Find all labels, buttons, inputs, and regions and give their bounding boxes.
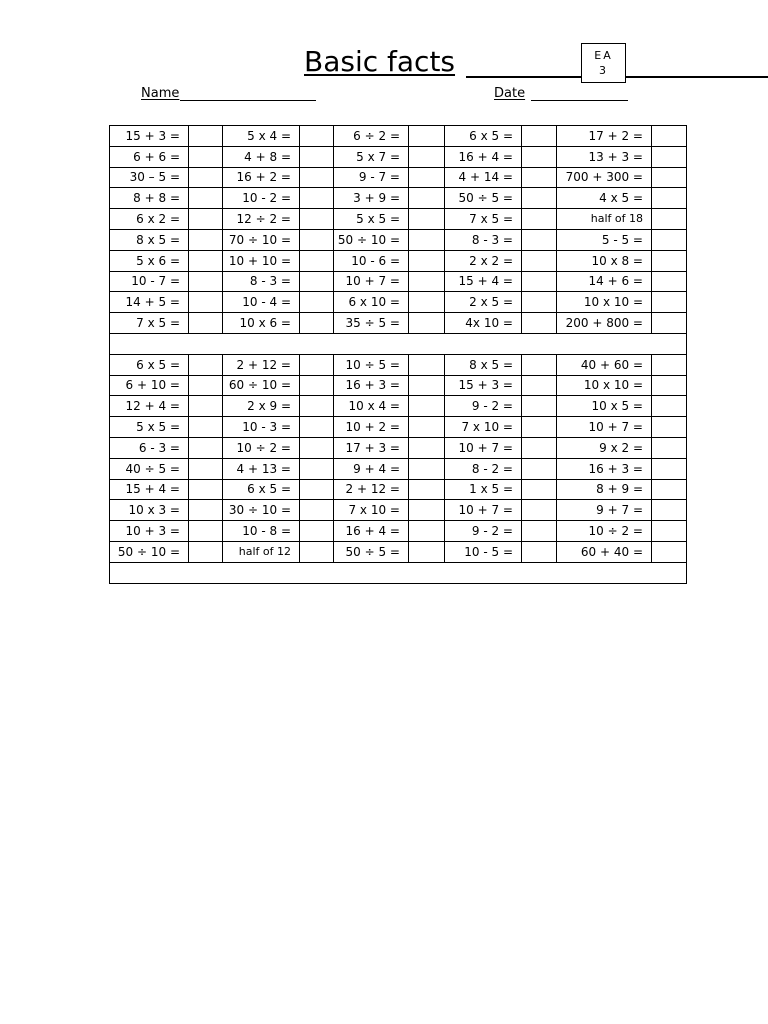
fact-question: 7 x 5 =: [110, 313, 189, 334]
answer-cell[interactable]: [300, 167, 334, 188]
fact-question: 6 - 3 =: [110, 437, 189, 458]
answer-cell[interactable]: [652, 521, 687, 542]
answer-cell[interactable]: [652, 126, 687, 147]
answer-cell[interactable]: [652, 396, 687, 417]
fact-row: [110, 292, 687, 313]
fact-question: 8 x 5 =: [445, 354, 522, 375]
fact-question: 10 - 5 =: [445, 541, 522, 562]
fact-question: 10 + 2 =: [334, 417, 409, 438]
answer-cell[interactable]: [522, 126, 557, 147]
answer-cell[interactable]: [189, 354, 223, 375]
answer-cell[interactable]: [652, 479, 687, 500]
answer-cell[interactable]: [652, 354, 687, 375]
facts-set-2: [110, 354, 687, 562]
fact-question: 10 x 3 =: [110, 500, 189, 521]
answer-cell[interactable]: [409, 146, 445, 167]
answer-cell[interactable]: [300, 126, 334, 147]
answer-cell[interactable]: [522, 500, 557, 521]
fact-question: 2 x 9 =: [223, 396, 300, 417]
answer-cell[interactable]: [300, 271, 334, 292]
fact-question: 10 + 7 =: [445, 500, 522, 521]
answer-cell[interactable]: [652, 375, 687, 396]
answer-cell[interactable]: [409, 396, 445, 417]
answer-cell[interactable]: [409, 271, 445, 292]
answer-cell[interactable]: [189, 250, 223, 271]
answer-cell[interactable]: [522, 354, 557, 375]
fact-question: half of 18: [557, 209, 652, 230]
fact-question: 50 ÷ 10 =: [110, 541, 189, 562]
fact-row: [110, 271, 687, 292]
fact-question: 4 + 13 =: [223, 458, 300, 479]
answer-cell[interactable]: [409, 500, 445, 521]
fact-question: 9 + 4 =: [334, 458, 409, 479]
fact-question: 50 ÷ 5 =: [445, 188, 522, 209]
fact-question: 10 + 10 =: [223, 250, 300, 271]
fact-row: [110, 396, 687, 417]
fact-question: 16 + 2 =: [223, 167, 300, 188]
fact-question: 10 x 10 =: [557, 375, 652, 396]
fact-question: 10 x 10 =: [557, 292, 652, 313]
spacer-row: [110, 562, 687, 583]
fact-question: 9 - 7 =: [334, 167, 409, 188]
fact-question: 10 - 2 =: [223, 188, 300, 209]
fact-row: [110, 437, 687, 458]
fact-question: 6 + 10 =: [110, 375, 189, 396]
answer-cell[interactable]: [409, 229, 445, 250]
answer-cell[interactable]: [652, 292, 687, 313]
set-spacer: [110, 333, 687, 354]
fact-row: [110, 500, 687, 521]
answer-cell[interactable]: [522, 250, 557, 271]
fact-row: [110, 250, 687, 271]
spacer-cell: [110, 562, 687, 583]
answer-cell[interactable]: [522, 229, 557, 250]
worksheet-code-line: 3: [599, 64, 608, 77]
fact-question: 14 + 6 =: [557, 271, 652, 292]
answer-cell[interactable]: [189, 521, 223, 542]
fact-question: 8 - 3 =: [445, 229, 522, 250]
fact-question: 10 ÷ 2 =: [223, 437, 300, 458]
answer-cell[interactable]: [189, 271, 223, 292]
answer-cell[interactable]: [409, 521, 445, 542]
worksheet-code-line: EA: [594, 49, 613, 62]
fact-question: 10 x 6 =: [223, 313, 300, 334]
answer-cell[interactable]: [522, 396, 557, 417]
fact-question: 40 ÷ 5 =: [110, 458, 189, 479]
name-line[interactable]: [180, 100, 316, 101]
fact-question: 10 - 8 =: [223, 521, 300, 542]
answer-cell[interactable]: [409, 209, 445, 230]
fact-question: 16 + 4 =: [445, 146, 522, 167]
answer-cell[interactable]: [189, 167, 223, 188]
fact-row: [110, 521, 687, 542]
fact-question: 1 x 5 =: [445, 479, 522, 500]
fact-question: 15 + 4 =: [110, 479, 189, 500]
answer-cell[interactable]: [522, 188, 557, 209]
answer-cell[interactable]: [300, 479, 334, 500]
answer-cell[interactable]: [189, 209, 223, 230]
fact-question: 4 + 14 =: [445, 167, 522, 188]
answer-cell[interactable]: [300, 146, 334, 167]
fact-question: 16 + 3 =: [557, 458, 652, 479]
fact-question: 10 x 5 =: [557, 396, 652, 417]
fact-question: 2 x 5 =: [445, 292, 522, 313]
answer-cell[interactable]: [300, 354, 334, 375]
answer-cell[interactable]: [409, 417, 445, 438]
fact-row: [110, 126, 687, 147]
answer-cell[interactable]: [300, 313, 334, 334]
fact-question: 40 + 60 =: [557, 354, 652, 375]
answer-cell[interactable]: [409, 354, 445, 375]
answer-cell[interactable]: [409, 250, 445, 271]
fact-question: 15 + 3 =: [445, 375, 522, 396]
fact-question: 10 + 7 =: [334, 271, 409, 292]
spacer-row: [110, 333, 687, 354]
fact-question: 6 x 2 =: [110, 209, 189, 230]
fact-question: 7 x 10 =: [334, 500, 409, 521]
fact-question: 6 x 5 =: [223, 479, 300, 500]
fact-question: 2 + 12 =: [223, 354, 300, 375]
facts-table: [109, 125, 687, 584]
answer-cell[interactable]: [522, 437, 557, 458]
fact-question: 14 + 5 =: [110, 292, 189, 313]
answer-cell[interactable]: [189, 500, 223, 521]
answer-cell[interactable]: [652, 271, 687, 292]
answer-cell[interactable]: [409, 479, 445, 500]
fact-row: [110, 188, 687, 209]
answer-cell[interactable]: [189, 437, 223, 458]
answer-cell[interactable]: [300, 229, 334, 250]
fact-row: [110, 146, 687, 167]
fact-question: 5 - 5 =: [557, 229, 652, 250]
fact-row: [110, 354, 687, 375]
answer-cell[interactable]: [300, 500, 334, 521]
answer-cell[interactable]: [522, 292, 557, 313]
table-footer: [110, 562, 687, 583]
fact-question: 9 + 7 =: [557, 500, 652, 521]
fact-question: 60 + 40 =: [557, 541, 652, 562]
answer-cell[interactable]: [652, 250, 687, 271]
answer-cell[interactable]: [522, 167, 557, 188]
answer-cell[interactable]: [189, 313, 223, 334]
fact-question: 50 ÷ 5 =: [334, 541, 409, 562]
fact-question: 50 ÷ 10 =: [334, 229, 409, 250]
answer-cell[interactable]: [300, 417, 334, 438]
answer-cell[interactable]: [300, 250, 334, 271]
answer-cell[interactable]: [652, 146, 687, 167]
answer-cell[interactable]: [189, 229, 223, 250]
fact-question: 5 x 6 =: [110, 250, 189, 271]
fact-question: 12 + 4 =: [110, 396, 189, 417]
name-label: Name: [141, 86, 180, 101]
answer-cell[interactable]: [652, 188, 687, 209]
answer-cell[interactable]: [300, 188, 334, 209]
answer-cell[interactable]: [652, 167, 687, 188]
fact-question: 10 x 8 =: [557, 250, 652, 271]
answer-cell[interactable]: [522, 417, 557, 438]
answer-cell[interactable]: [189, 292, 223, 313]
answer-cell[interactable]: [300, 375, 334, 396]
fact-question: 2 x 2 =: [445, 250, 522, 271]
fact-question: 9 x 2 =: [557, 437, 652, 458]
answer-cell[interactable]: [522, 479, 557, 500]
answer-cell[interactable]: [189, 458, 223, 479]
fact-question: 8 + 9 =: [557, 479, 652, 500]
answer-cell[interactable]: [409, 375, 445, 396]
fact-question: 10 + 7 =: [445, 437, 522, 458]
answer-cell[interactable]: [409, 292, 445, 313]
fact-question: 5 x 4 =: [223, 126, 300, 147]
answer-cell[interactable]: [189, 146, 223, 167]
answer-cell[interactable]: [189, 479, 223, 500]
answer-cell[interactable]: [189, 417, 223, 438]
fact-row: [110, 167, 687, 188]
fact-question: 70 ÷ 10 =: [223, 229, 300, 250]
fact-question: 8 + 8 =: [110, 188, 189, 209]
fact-question: 200 + 800 =: [557, 313, 652, 334]
fact-question: 5 x 5 =: [110, 417, 189, 438]
answer-cell[interactable]: [189, 126, 223, 147]
answer-cell[interactable]: [522, 271, 557, 292]
fact-question: 8 - 3 =: [223, 271, 300, 292]
answer-cell[interactable]: [300, 396, 334, 417]
fact-question: 5 x 7 =: [334, 146, 409, 167]
fact-question: 8 - 2 =: [445, 458, 522, 479]
fact-question: 9 - 2 =: [445, 521, 522, 542]
fact-question: 30 ÷ 10 =: [223, 500, 300, 521]
worksheet-title: Basic facts: [304, 45, 456, 78]
answer-cell[interactable]: [189, 396, 223, 417]
fact-row: [110, 375, 687, 396]
fact-question: 16 + 4 =: [334, 521, 409, 542]
fact-question: 10 - 6 =: [334, 250, 409, 271]
fact-question: 17 + 3 =: [334, 437, 409, 458]
worksheet-code-box: [581, 43, 626, 83]
fact-question: 6 x 5 =: [110, 354, 189, 375]
answer-cell[interactable]: [409, 167, 445, 188]
fact-question: 10 - 4 =: [223, 292, 300, 313]
fact-question: 13 + 3 =: [557, 146, 652, 167]
answer-cell[interactable]: [189, 375, 223, 396]
answer-cell[interactable]: [522, 209, 557, 230]
fact-question: 2 + 12 =: [334, 479, 409, 500]
fact-question: 6 ÷ 2 =: [334, 126, 409, 147]
answer-cell[interactable]: [652, 458, 687, 479]
fact-question: 10 - 3 =: [223, 417, 300, 438]
fact-question: 12 ÷ 2 =: [223, 209, 300, 230]
facts-set-1: [110, 126, 687, 334]
fact-question: 3 + 9 =: [334, 188, 409, 209]
answer-cell[interactable]: [522, 146, 557, 167]
fact-question: 4 + 8 =: [223, 146, 300, 167]
answer-cell[interactable]: [652, 229, 687, 250]
answer-cell[interactable]: [652, 541, 687, 562]
spacer-cell: [110, 333, 687, 354]
answer-cell[interactable]: [300, 437, 334, 458]
answer-cell[interactable]: [409, 541, 445, 562]
answer-cell[interactable]: [652, 313, 687, 334]
answer-cell[interactable]: [300, 458, 334, 479]
fact-question: 6 + 6 =: [110, 146, 189, 167]
answer-cell[interactable]: [300, 292, 334, 313]
answer-cell[interactable]: [300, 209, 334, 230]
answer-cell[interactable]: [189, 541, 223, 562]
fact-question: 6 x 5 =: [445, 126, 522, 147]
answer-cell[interactable]: [652, 500, 687, 521]
answer-cell[interactable]: [409, 188, 445, 209]
answer-cell[interactable]: [652, 209, 687, 230]
fact-question: 16 + 3 =: [334, 375, 409, 396]
fact-row: [110, 458, 687, 479]
answer-cell[interactable]: [300, 521, 334, 542]
fact-question: 10 ÷ 2 =: [557, 521, 652, 542]
answer-cell[interactable]: [189, 188, 223, 209]
fact-question: 6 x 10 =: [334, 292, 409, 313]
fact-row: [110, 479, 687, 500]
answer-cell[interactable]: [522, 375, 557, 396]
date-line[interactable]: [531, 100, 628, 101]
fact-question: 10 x 4 =: [334, 396, 409, 417]
fact-question: 15 + 4 =: [445, 271, 522, 292]
fact-row: [110, 541, 687, 562]
answer-cell[interactable]: [522, 541, 557, 562]
fact-question: 10 + 7 =: [557, 417, 652, 438]
answer-cell[interactable]: [409, 437, 445, 458]
fact-question: 10 + 3 =: [110, 521, 189, 542]
fact-question: 30 – 5 =: [110, 167, 189, 188]
answer-cell[interactable]: [652, 437, 687, 458]
fact-question: 17 + 2 =: [557, 126, 652, 147]
fact-row: [110, 417, 687, 438]
fact-question: 700 + 300 =: [557, 167, 652, 188]
fact-question: 9 - 2 =: [445, 396, 522, 417]
fact-question: 7 x 10 =: [445, 417, 522, 438]
fact-question: half of 12: [223, 541, 300, 562]
fact-row: [110, 229, 687, 250]
fact-question: 10 - 7 =: [110, 271, 189, 292]
answer-cell[interactable]: [522, 521, 557, 542]
date-label: Date: [494, 86, 526, 101]
fact-question: 7 x 5 =: [445, 209, 522, 230]
fact-question: 35 ÷ 5 =: [334, 313, 409, 334]
answer-cell[interactable]: [409, 458, 445, 479]
answer-cell[interactable]: [409, 313, 445, 334]
answer-cell[interactable]: [652, 417, 687, 438]
fact-question: 4x 10 =: [445, 313, 522, 334]
fact-question: 4 x 5 =: [557, 188, 652, 209]
answer-cell[interactable]: [300, 541, 334, 562]
fact-row: [110, 209, 687, 230]
answer-cell[interactable]: [409, 126, 445, 147]
fact-question: 15 + 3 =: [110, 126, 189, 147]
fact-question: 10 ÷ 5 =: [334, 354, 409, 375]
answer-cell[interactable]: [522, 313, 557, 334]
fact-question: 8 x 5 =: [110, 229, 189, 250]
answer-cell[interactable]: [522, 458, 557, 479]
fact-question: 60 ÷ 10 =: [223, 375, 300, 396]
fact-row: [110, 313, 687, 334]
fact-question: 5 x 5 =: [334, 209, 409, 230]
